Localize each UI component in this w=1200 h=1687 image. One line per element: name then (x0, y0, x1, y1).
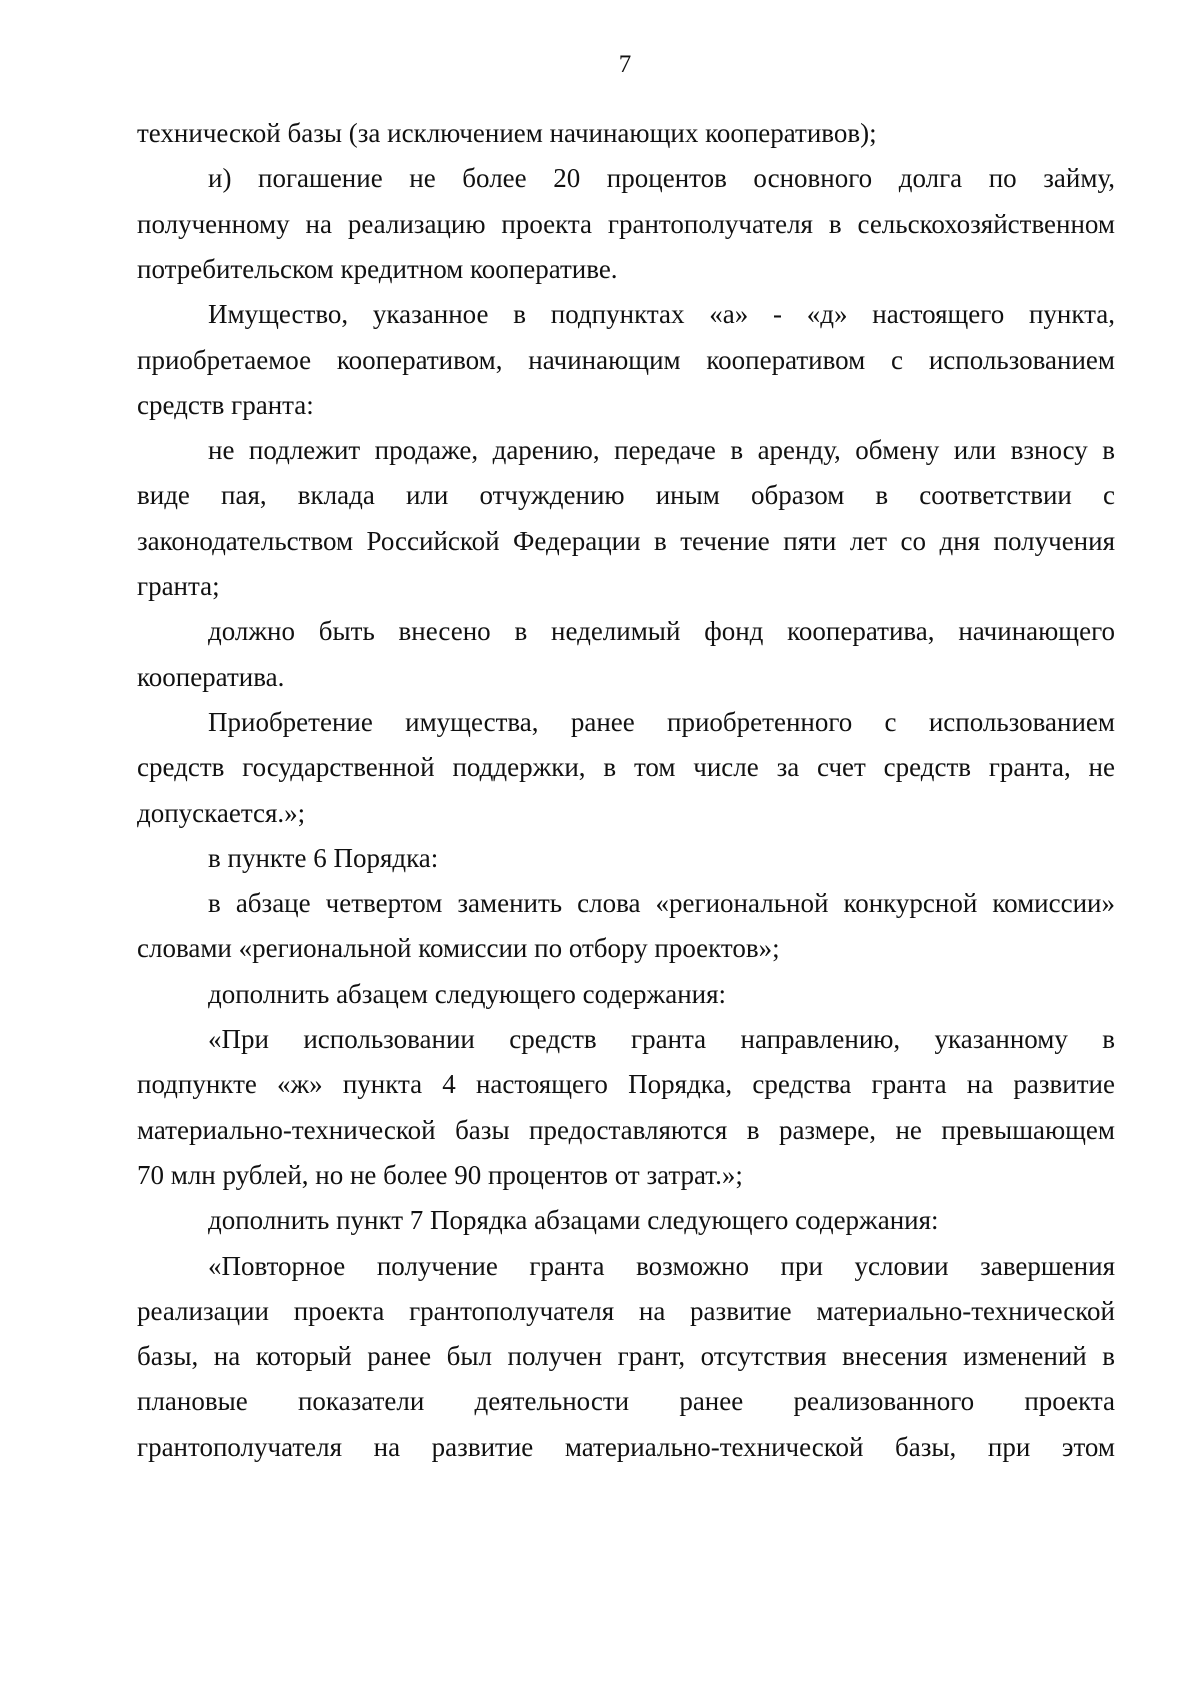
text-line: потребительском кредитном кооперативе. (137, 253, 618, 284)
text-line: законодательством Российской Федерации в течение пяти лет со дня получения (137, 525, 1115, 556)
text-line: приобретаемое кооперативом, начинающим кооперативом с использованием (137, 344, 1115, 375)
text-line: полученному на реализацию проекта грантополучателя в сельскохозяйственном (137, 208, 1115, 239)
text-line: в пункте 6 Порядка: (208, 842, 439, 873)
text-line: кооператива. (137, 661, 285, 692)
text-line: реализации проекта грантополучателя на развитие материально-технической (137, 1295, 1115, 1326)
text-line: Приобретение имущества, ранее приобретенного с использованием (208, 706, 1115, 737)
text-line: технической базы (за исключением начинающих кооперативов); (137, 118, 877, 148)
text-line: грантополучателя на развитие материально-технической базы, при этом (137, 1431, 1115, 1462)
text-line: виде пая, вклада или отчуждению иным образом в соответствии с (137, 480, 1115, 511)
text-line: Имущество, указанное в подпунктах «а» - «д» настоящего пункта, (208, 299, 1115, 330)
text-line: 70 млн рублей, но не более 90 процентов от затрат.»; (137, 1159, 743, 1190)
text-line: гранта; (137, 571, 220, 601)
text-line: средств гранта: (137, 389, 314, 420)
text-line: средств государственной поддержки, в том числе за счет средств гранта, не (137, 752, 1115, 783)
text-line: материально-технической базы предоставляются в размере, не превышающем (137, 1114, 1115, 1145)
page-number: 7 (618, 51, 632, 78)
text-line: дополнить пункт 7 Порядка абзацами следующего содержания: (208, 1205, 939, 1236)
text-line: «Повторное получение гранта возможно при условии завершения (208, 1250, 1115, 1281)
text-line: не подлежит продаже, дарению, передаче в аренду, обмену или взносу в (208, 435, 1115, 466)
text-line: базы, на который ранее был получен грант, отсутствия внесения изменений в (137, 1341, 1115, 1372)
text-line: подпункте «ж» пункта 4 настоящего Порядка, средства гранта на развитие (137, 1069, 1115, 1100)
text-line: должно быть внесено в неделимый фонд кооператива, начинающего (208, 616, 1115, 647)
text-line: дополнить абзацем следующего содержания: (208, 978, 727, 1009)
text-line: допускается.»; (137, 797, 306, 828)
text-line: плановые показатели деятельности ранее реализованного проекта (137, 1386, 1115, 1417)
text-line: в абзаце четвертом заменить слова «региональной конкурсной комиссии» (208, 888, 1115, 919)
text-line: «При использовании средств гранта направлению, указанному в (208, 1024, 1115, 1054)
text-line: словами «региональной комиссии по отбору проектов»; (137, 933, 780, 964)
text-line: и) погашение не более 20 процентов основного долга по займу, (208, 163, 1115, 194)
